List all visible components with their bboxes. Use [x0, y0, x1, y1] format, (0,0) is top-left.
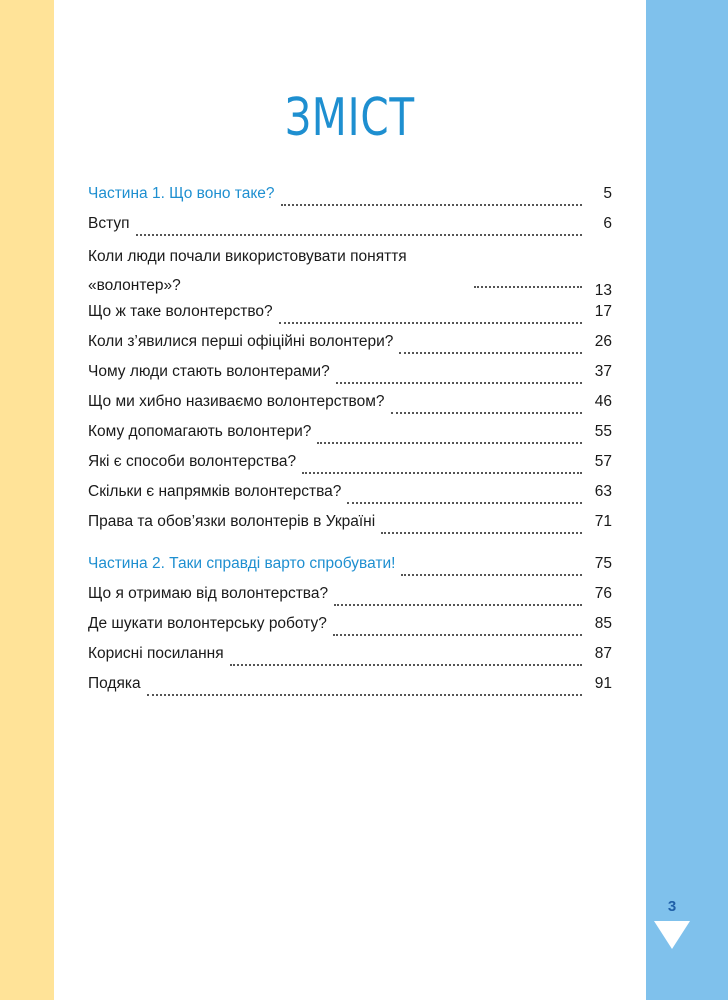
- toc-item[interactable]: [88, 585, 612, 615]
- toc-leader-dots: [281, 203, 582, 206]
- toc-leader-dots: [302, 471, 582, 474]
- toc-leader-dots: [347, 501, 582, 504]
- toc-item[interactable]: [88, 303, 612, 333]
- toc-label: Коли люди почали використовувати поняття «волонтер»?: [88, 248, 407, 294]
- toc-leader-dots: [136, 233, 582, 236]
- toc-page-number: 17: [594, 303, 612, 320]
- toc-item[interactable]: [88, 363, 612, 393]
- toc-item[interactable]: [88, 393, 612, 423]
- toc-leader-dots: [401, 573, 582, 576]
- toc-item[interactable]: [88, 675, 612, 705]
- page-number: 3: [667, 898, 677, 915]
- toc-page-number: 55: [594, 423, 612, 440]
- toc-label: Скільки є напрямків волонтерства?: [88, 483, 342, 500]
- toc-item[interactable]: [88, 215, 612, 245]
- toc-label: Коли з’явилися перші офіційні волонтери?: [88, 333, 394, 350]
- toc-leader-dots: [391, 411, 582, 414]
- toc-part-2[interactable]: [88, 555, 612, 585]
- toc-item[interactable]: [88, 333, 612, 363]
- toc-leader-dots: [230, 663, 582, 666]
- toc-page-number: 87: [594, 645, 612, 662]
- toc-page-number: 91: [594, 675, 612, 692]
- toc-page-number: 75: [594, 555, 612, 572]
- toc-page-number: 37: [594, 363, 612, 380]
- toc-leader-dots: [334, 603, 582, 606]
- toc-leader-dots: [333, 633, 582, 636]
- toc-item[interactable]: [88, 513, 612, 543]
- toc-label: Права та обов’язки волонтерів в Україні: [88, 513, 376, 530]
- toc-label: Частина 1. Що воно таке?: [88, 185, 275, 202]
- toc-page-number: 71: [594, 513, 612, 530]
- toc-label: Що ж таке волонтерство?: [88, 303, 273, 320]
- toc-label: Які є способи волонтерства?: [88, 453, 297, 470]
- toc-page-number: 76: [594, 585, 612, 602]
- toc-page-number: 5: [603, 185, 612, 202]
- toc-label: Що ми хибно називаємо волонтерством?: [88, 393, 385, 410]
- toc-label: Подяка: [88, 675, 141, 692]
- table-of-contents: [88, 185, 612, 705]
- toc-leader-dots: [279, 321, 582, 324]
- toc-item[interactable]: [88, 615, 612, 645]
- toc-leader-dots: [317, 441, 582, 444]
- toc-item[interactable]: [88, 645, 612, 675]
- triangle-down-icon: [654, 921, 690, 949]
- toc-label: Корисні посилання: [88, 645, 224, 662]
- toc-leader-dots: [147, 693, 582, 696]
- toc-label: Чому люди стають волонтерами?: [88, 363, 330, 380]
- left-yellow-stripe: [0, 0, 54, 1000]
- toc-page-number: 26: [594, 333, 612, 350]
- toc-label: Що я отримаю від волонтерства?: [88, 585, 329, 602]
- toc-page-number: 57: [594, 453, 612, 470]
- toc-label: Де шукати волонтерську роботу?: [88, 615, 327, 632]
- toc-part-1[interactable]: [88, 185, 612, 215]
- toc-item[interactable]: [88, 423, 612, 453]
- toc-page-number: 85: [594, 615, 612, 632]
- toc-label: Вступ: [88, 215, 130, 232]
- toc-leader-dots: [399, 351, 582, 354]
- toc-leader-dots: [381, 531, 582, 534]
- toc-page-number: 6: [603, 215, 612, 232]
- section-gap: [88, 543, 612, 555]
- toc-label: Кому допомагають волонтери?: [88, 423, 312, 440]
- toc-page-number: 46: [594, 393, 612, 410]
- toc-item[interactable]: [88, 483, 612, 513]
- page-title: ЗМІСТ: [285, 88, 415, 148]
- toc-item[interactable]: [88, 245, 612, 303]
- toc-item[interactable]: [88, 453, 612, 483]
- toc-leader-dots: [474, 285, 582, 288]
- right-blue-stripe: [646, 0, 728, 1000]
- toc-page-number: 63: [594, 483, 612, 500]
- toc-label: Частина 2. Таки справді варто спробувати!: [88, 555, 396, 572]
- toc-leader-dots: [336, 381, 582, 384]
- toc-page-number: 13: [594, 282, 612, 299]
